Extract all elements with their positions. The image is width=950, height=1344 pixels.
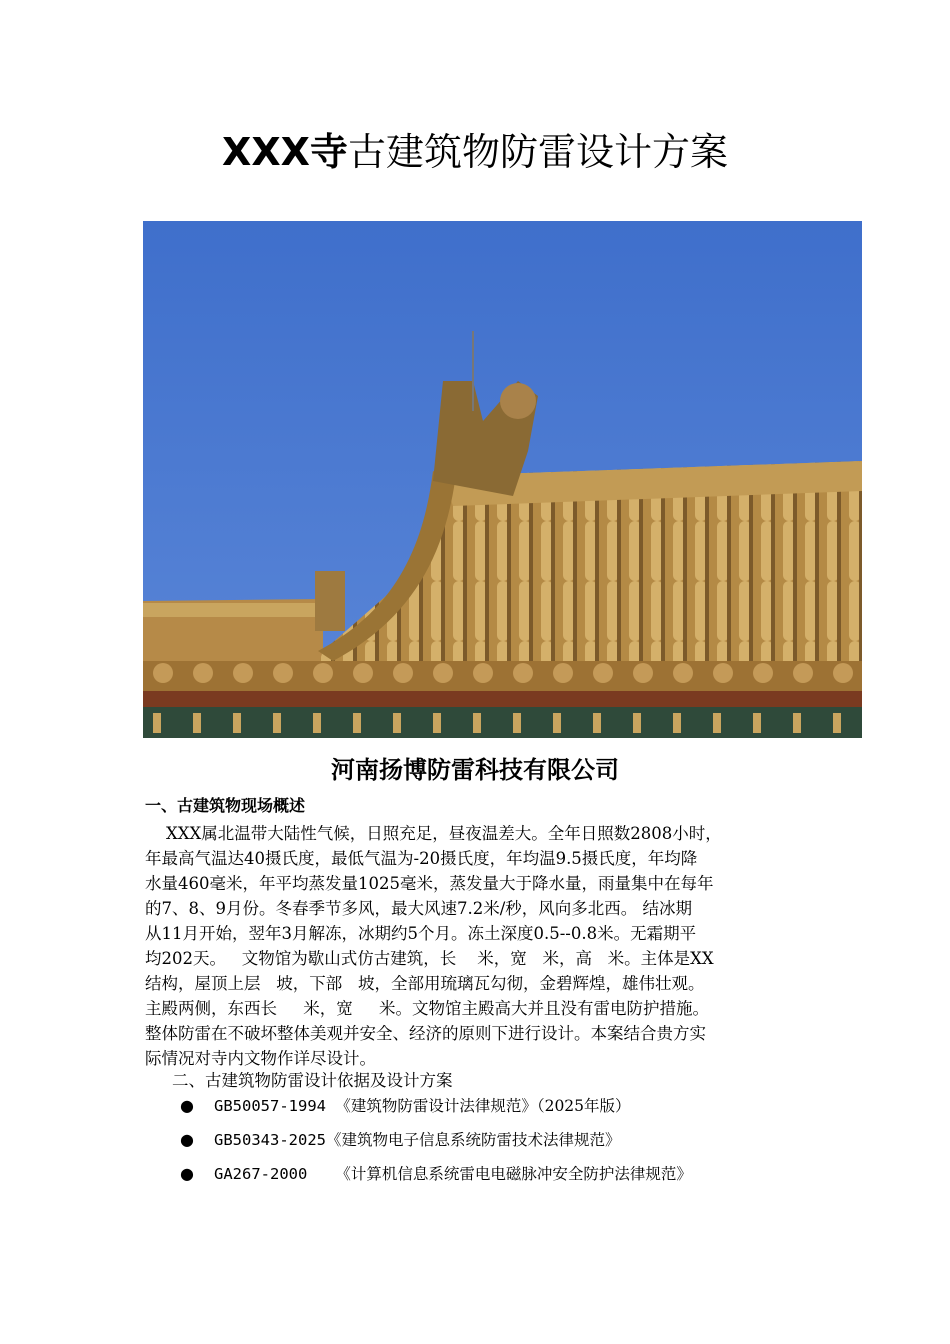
body-line: 均202天。 文物馆为歇山式仿古建筑，长 米，宽 米，高 米。主体是XX (145, 949, 714, 968)
reference-title: 《建筑物防雷设计法律规范》（2025年版） (335, 1097, 631, 1115)
body-line: 从11月开始，翌年3月解冻，冰期约5个月。冻土深度0.5--0.8米。无霜期平 (145, 924, 697, 943)
title-rest: 古建筑物防雷设计方案 (347, 130, 728, 174)
body-line: XXX属北温带大陆性气候，日照充足，昼夜温差大。全年日照数2808小时， (145, 824, 722, 843)
reference-item (180, 1093, 692, 1127)
reference-item (180, 1161, 692, 1195)
bullet-icon: ● (180, 1164, 194, 1183)
temple-roof-photo (143, 221, 862, 738)
reference-code: GB50057-1994 (214, 1097, 336, 1115)
reference-item (180, 1127, 692, 1161)
reference-code: GB50343-2025 (214, 1131, 326, 1149)
reference-list (180, 1093, 692, 1195)
body-line: 主殿两侧，东西长 米，宽 米。文物馆主殿高大并且没有雷电防护措施。 (145, 999, 709, 1018)
title-bold-part: XXX寺 (222, 130, 348, 174)
bullet-icon: ● (180, 1096, 194, 1115)
body-line: 水量460毫米，年平均蒸发量1025毫米，蒸发量大于降水量，雨量集中在每年 (145, 874, 714, 893)
body-line: 结构，屋顶上层 坡，下部 坡，全部用琉璃瓦勾彻，金碧辉煌，雄伟壮观。 (145, 974, 705, 993)
section1-heading: 一、古建筑物现场概述 (145, 796, 306, 815)
document-title (0, 128, 950, 176)
section2-heading: 二、古建筑物防雷设计依据及设计方案 (172, 1071, 453, 1090)
body-line: 整体防雷在不破坏整体美观并安全、经济的原则下进行设计。本案结合贵方实 (145, 1024, 706, 1043)
body-line: 的7、8、9月份。冬春季节多风，最大风速7.2米/秒，风向多北西。 结冰期 (145, 899, 693, 918)
reference-title: 《计算机信息系统雷电电磁脉冲安全防护法律规范》 (335, 1165, 692, 1183)
body-line: 年最高气温达40摄氏度，最低气温为-20摄氏度，年均温9.5摄氏度，年均降 (145, 849, 698, 868)
reference-title: 《建筑物电子信息系统防雷技术法律规范》 (325, 1131, 621, 1149)
body-line: 际情况对寺内文物作详尽设计。 (145, 1049, 376, 1068)
company-name: 河南扬博防雷科技有限公司 (331, 756, 619, 784)
section1-body (145, 821, 815, 1071)
bullet-icon: ● (180, 1130, 194, 1149)
reference-code: GA267-2000 (214, 1165, 336, 1183)
